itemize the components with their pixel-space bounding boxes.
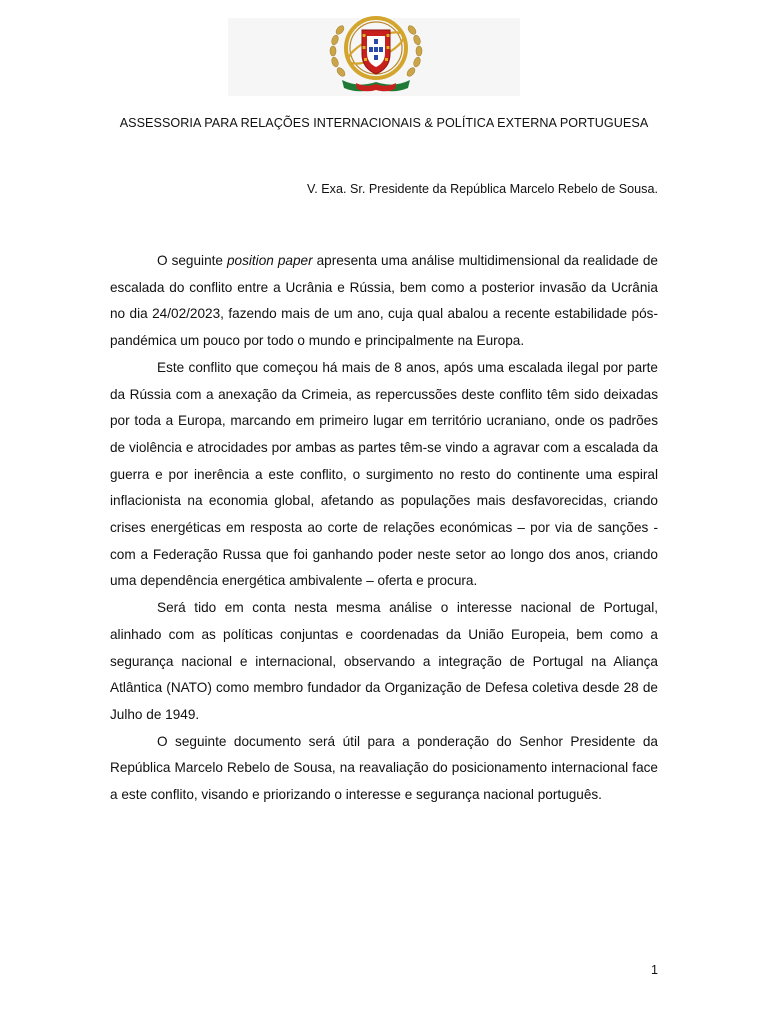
coat-of-arms-icon <box>322 10 430 96</box>
paragraph-2: Este conflito que começou há mais de 8 anos, após uma escalada ilegal por parte da Rússia com a anexação da Crimeia, as repercussões deste conflito têm sido deixadas por toda a Europa, marcando em primeiro lugar em território ucraniano, onde os padrões de violência e atrocidades por ambas as partes têm-se vindo a agravar com a escalada da guerra e por inerência a este conflito, o surgimento no resto do continente uma espiral inflacionista na economia global, afetando as populações mais desfavorecidas, criando crises energéticas em resposta ao corte de relações económicas – por via de sanções - com a Federação Russa que foi ganhando poder neste setor ao longo dos anos, criando uma dependência energética ambivalente – oferta e procura. <box>110 359 658 589</box>
paragraph-3: Será tido em conta nesta mesma análise o interesse nacional de Portugal, alinhado com as políticas conjuntas e coordenadas da União Europeia, bem como a segurança nacional e internacional, observando a integração de Portugal na Aliança Atlântica (NATO) como membro fundador da Organização de Defesa coletiva desde 28 de Julho de 1949. <box>110 600 658 722</box>
page-number: 1 <box>650 963 658 977</box>
paragraph-4: O seguinte documento será útil para a ponderação do Senhor Presidente da República Marcelo Rebelo de Sousa, na reavaliação do posicionamento internacional face a este conflito, visando e priorizando o interesse e segurança nacional português. <box>110 733 658 803</box>
document-body <box>110 248 658 809</box>
addressee-line: V. Exa. Sr. Presidente da República Marcelo Rebelo de Sousa. <box>307 182 658 196</box>
paragraph-1-emphasis: position paper <box>226 253 313 268</box>
organization-title: ASSESSORIA PARA RELAÇÕES INTERNACIONAIS & POLÍTICA EXTERNA PORTUGUESA <box>119 116 649 130</box>
paragraph-1 <box>110 248 658 355</box>
paragraph-1-intro: O seguinte <box>157 253 227 268</box>
paragraph-1-rest: apresenta uma análise multidimensional da realidade de escalada do conflito entre a Ucrânia e Rússia, bem como a posterior invasão da Ucrânia no dia 24/02/2023, fazendo mais de um ano, cuja qual abalou a recente estabilidade pós-pandémica um pouco por todo o mundo e principalmente na Europa. <box>110 253 658 349</box>
